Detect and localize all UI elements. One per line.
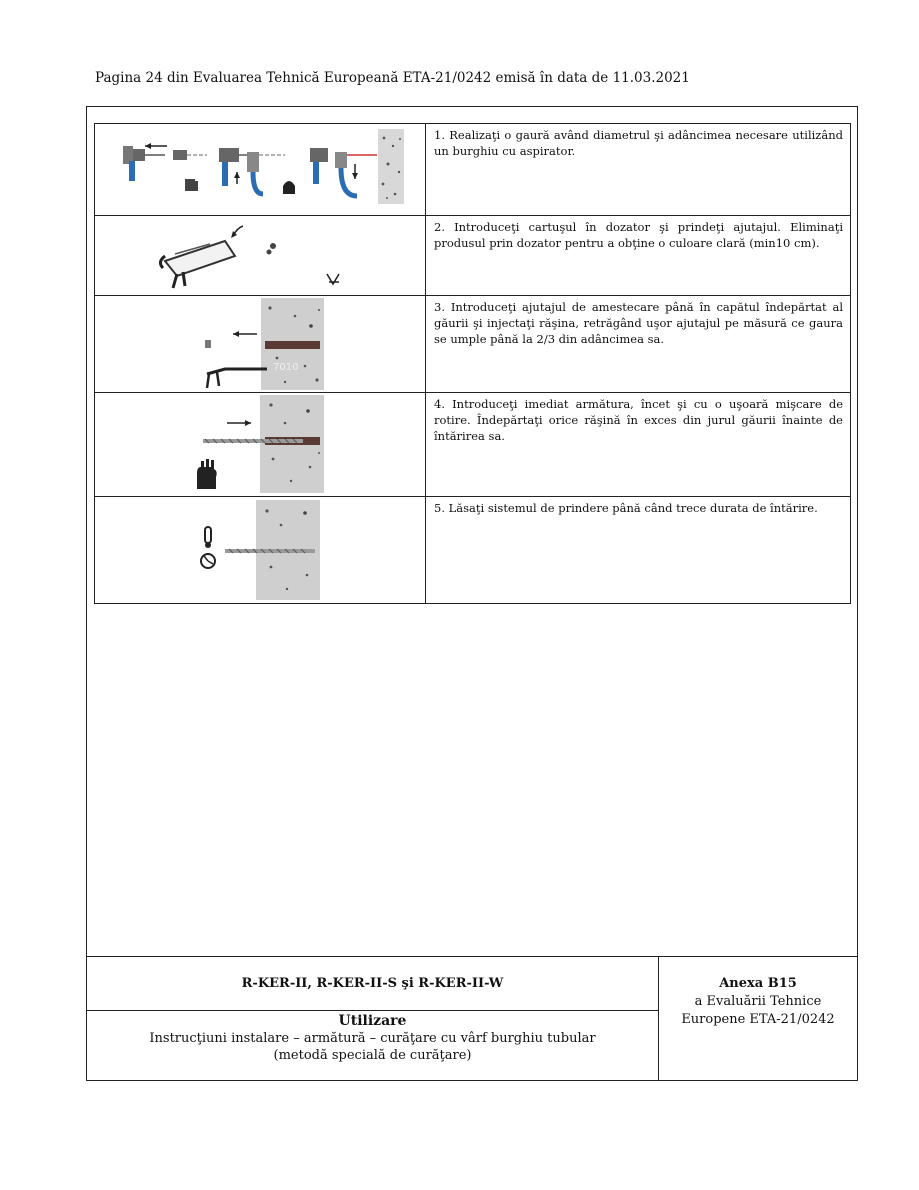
table-row — [95, 497, 851, 604]
step-3-illustration — [95, 296, 426, 393]
step-4-text: 4. Introduceţi imediat armătura, încet şi cu o uşoară mişcare de rotire. Îndepărtaţi orice răşină în exces din jurul găurii înainte de întărirea sa. — [426, 393, 851, 497]
table-row — [95, 216, 851, 296]
concrete-block-icon — [378, 129, 404, 204]
rebar-icon — [225, 549, 315, 553]
annex-line-1: a Evaluării Tehnice — [694, 994, 822, 1009]
step-1-illustration — [95, 124, 426, 216]
annex-line-2: Europene ETA-21/0242 — [681, 1012, 835, 1027]
table-row — [95, 124, 851, 216]
usage-title: Utilizare — [338, 1013, 407, 1029]
extractor-tube-icon — [247, 152, 295, 194]
step-1-text: 1. Realizaţi o gaură având diametrul şi adâncimea necesare utilizând un burghiu cu aspirator. — [426, 124, 851, 216]
step-5-text: 5. Lăsaţi sistemul de prindere până când trece durata de întărire. — [426, 497, 851, 604]
nozzle-icon — [267, 243, 277, 255]
annex-footer — [86, 956, 858, 1081]
annex-reference — [659, 975, 857, 1029]
product-names: R-KER-II, R-KER-II-S şi R-KER-II-W — [87, 957, 658, 1011]
arrow-icon — [231, 226, 243, 238]
clock-icon — [201, 554, 215, 568]
mixer-nozzle-icon — [205, 340, 211, 348]
thermometer-icon — [205, 527, 211, 548]
discard-icon — [327, 274, 339, 284]
drill-icon — [123, 146, 165, 181]
glove-icon — [197, 459, 217, 489]
step-2-illustration — [95, 216, 426, 296]
annex-title: Anexa B15 — [719, 976, 797, 991]
step-3-text: 3. Introduceţi ajutajul de amestecare până în capătul îndepărtat al găurii şi injectaţi răşina, retrăgând uşor ajutajul pe măsură ce gaura se umple până la 2/3 din adâncimea sa. — [426, 296, 851, 393]
step-4-illustration — [95, 393, 426, 497]
vacuum-icon — [173, 150, 207, 191]
dispenser-gun-icon — [207, 369, 267, 388]
table-row — [95, 393, 851, 497]
step-2-text: 2. Introduceţi cartuşul în dozator şi prindeţi ajutajul. Eliminaţi produsul prin dozator pentru a obţine o culoare clară (min10 cm). — [426, 216, 851, 296]
footer-left — [87, 957, 659, 1080]
resin-fill — [265, 341, 320, 349]
cartridge-label: 7010 — [273, 362, 299, 373]
installation-steps-table — [94, 123, 851, 604]
drill-icon — [310, 148, 377, 196]
step-5-illustration — [95, 497, 426, 604]
rebar-icon — [203, 439, 303, 443]
dispenser-gun-icon — [160, 241, 235, 288]
usage-description: Instrucţiuni instalare – armătură – curăţare cu vârf burghiu tubular — [149, 1031, 596, 1046]
page-header: Pagina 24 din Evaluarea Tehnică Europeană ETA-21/0242 emisă în data de 11.03.2021 — [95, 70, 690, 86]
usage-block — [87, 1013, 658, 1064]
table-row — [95, 296, 851, 393]
usage-method: (metodă specială de curăţare) — [273, 1048, 472, 1063]
